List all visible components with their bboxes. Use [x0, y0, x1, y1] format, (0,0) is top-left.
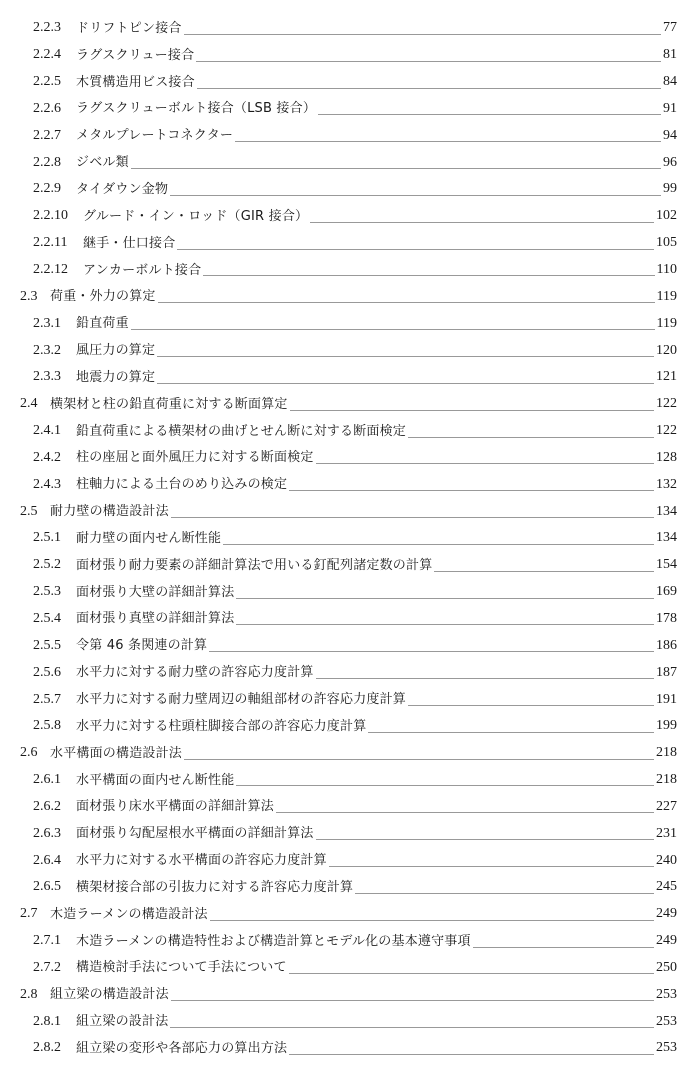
toc-entry-number: 2.3.3: [33, 369, 61, 385]
toc-subsection-row[interactable]: [0, 230, 693, 257]
dot-leader: [197, 88, 661, 89]
toc-subsection-row[interactable]: [0, 471, 693, 498]
toc-subsection-row[interactable]: [0, 96, 693, 123]
toc-entry-title: ラグスクリュー接合: [76, 47, 195, 63]
dot-leader: [368, 732, 654, 733]
toc-entry-page: 169: [656, 584, 677, 600]
toc-entry-page: 191: [656, 691, 677, 707]
toc-subsection-row[interactable]: [0, 847, 693, 874]
toc-entry-page: 249: [656, 933, 677, 949]
toc-entry-title: 地震力の算定: [76, 369, 156, 385]
toc-entry-title: 風圧力の算定: [76, 343, 156, 359]
toc-section-row[interactable]: [0, 981, 693, 1008]
toc-subsection-row[interactable]: [0, 203, 693, 230]
dot-leader: [170, 1027, 654, 1028]
toc-entry-title: 横架材接合部の引抜力に対する許容応力度計算: [76, 879, 354, 895]
toc-subsection-row[interactable]: [0, 874, 693, 901]
toc-entry-page: 250: [656, 959, 677, 975]
dot-leader: [236, 624, 654, 625]
toc-entry-number: 2.5.4: [33, 610, 61, 626]
toc-entry-page: 105: [656, 235, 677, 251]
toc-entry-page: 218: [656, 772, 677, 788]
toc-entry-title: 水平力に対する耐力壁の許容応力度計算: [76, 665, 314, 681]
toc-entry-number: 2.6.5: [33, 879, 61, 895]
toc-entry-number: 2.5.6: [33, 664, 61, 680]
toc-entry-number: 2.6: [20, 745, 38, 761]
toc-entry-number: 2.3.2: [33, 342, 61, 358]
toc-entry-page: 81: [663, 47, 677, 63]
toc-subsection-row[interactable]: [0, 928, 693, 955]
toc-subsection-row[interactable]: [0, 1008, 693, 1035]
toc-subsection-row[interactable]: [0, 15, 693, 42]
dot-leader: [158, 302, 655, 303]
dot-leader: [316, 839, 654, 840]
toc-entry-page: 132: [656, 476, 677, 492]
dot-leader: [131, 168, 661, 169]
toc-entry-number: 2.7: [20, 906, 38, 922]
toc-entry-page: 253: [656, 1013, 677, 1029]
toc-subsection-row[interactable]: [0, 42, 693, 69]
toc-entry-number: 2.6.4: [33, 852, 61, 868]
toc-subsection-row[interactable]: [0, 793, 693, 820]
toc-entry-page: 119: [656, 315, 677, 331]
dot-leader: [171, 517, 654, 518]
toc-subsection-row[interactable]: [0, 310, 693, 337]
toc-entry-title: 組立梁の構造設計法: [50, 987, 169, 1003]
dot-leader: [184, 759, 654, 760]
dot-leader: [131, 329, 655, 330]
dot-leader: [196, 61, 661, 62]
dot-leader: [408, 705, 654, 706]
toc-subsection-row[interactable]: [0, 445, 693, 472]
toc-entry-page: 134: [656, 530, 677, 546]
toc-entry-page: 178: [656, 610, 677, 626]
toc-entry-page: 187: [656, 664, 677, 680]
dot-leader: [310, 222, 654, 223]
toc-entry-number: 2.3: [20, 288, 38, 304]
toc-entry-page: 91: [663, 100, 677, 116]
toc-entry-number: 2.5.3: [33, 584, 61, 600]
toc-entry-title: ラグスクリューボルト接合（LSB 接合）: [76, 101, 317, 117]
toc-section-row[interactable]: [0, 283, 693, 310]
toc-entry-title: 令第 46 条関連の計算: [76, 638, 208, 654]
toc-entry-title: 鉛直荷重による横架材の曲げとせん断に対する断面検定: [76, 423, 407, 439]
toc-entry-number: 2.5.1: [33, 530, 61, 546]
toc-subsection-row[interactable]: [0, 606, 693, 633]
toc-entry-number: 2.5: [20, 503, 38, 519]
toc-entry-title: 継手・仕口接合: [83, 235, 176, 251]
dot-leader: [329, 866, 654, 867]
dot-leader: [289, 490, 654, 491]
toc-entry-page: 102: [656, 208, 677, 224]
toc-entry-number: 2.2.11: [33, 235, 68, 251]
toc-entry-title: 構造検討手法について手法について: [76, 960, 287, 976]
toc-entry-page: 77: [663, 20, 677, 36]
toc-entry-page: 119: [656, 288, 677, 304]
toc-entry-title: 柱の座屈と面外風圧力に対する断面検定: [76, 450, 314, 466]
dot-leader: [223, 544, 654, 545]
toc-entry-page: 84: [663, 74, 677, 90]
toc-section-row[interactable]: [0, 391, 693, 418]
toc-subsection-row[interactable]: [0, 337, 693, 364]
toc-entry-number: 2.7.2: [33, 959, 61, 975]
toc-entry-title: 水平構面の構造設計法: [50, 745, 183, 761]
toc-entry-title: ジベル類: [76, 155, 129, 171]
toc-subsection-row[interactable]: [0, 525, 693, 552]
toc-entry-title: 組立梁の変形や各部応力の算出方法: [76, 1040, 288, 1056]
toc-entry-number: 2.8: [20, 986, 38, 1002]
dot-leader: [157, 356, 654, 357]
toc-entry-title: 耐力壁の構造設計法: [50, 504, 169, 520]
toc-entry-number: 2.5.5: [33, 637, 61, 653]
toc-entry-title: 木質構造用ビス接合: [76, 74, 195, 90]
toc-entry-title: 荷重・外力の算定: [50, 289, 156, 305]
toc-subsection-row[interactable]: [0, 632, 693, 659]
toc-entry-page: 94: [663, 127, 677, 143]
dot-leader: [355, 893, 654, 894]
dot-leader: [236, 785, 654, 786]
toc-entry-number: 2.2.4: [33, 47, 61, 63]
toc-entry-number: 2.3.1: [33, 315, 61, 331]
toc-entry-page: 122: [656, 423, 677, 439]
toc-entry-page: 186: [656, 637, 677, 653]
dot-leader: [236, 598, 654, 599]
toc-entry-page: 199: [656, 718, 677, 734]
dot-leader: [157, 383, 654, 384]
toc-entry-page: 253: [656, 1040, 677, 1056]
toc-entry-page: 110: [656, 262, 677, 278]
toc-entry-number: 2.8.1: [33, 1013, 61, 1029]
dot-leader: [473, 947, 654, 948]
toc-subsection-row[interactable]: [0, 820, 693, 847]
toc-entry-number: 2.6.2: [33, 798, 61, 814]
toc-entry-title: タイダウン金物: [76, 181, 169, 197]
toc-entry-page: 96: [663, 154, 677, 170]
dot-leader: [170, 195, 661, 196]
toc-entry-title: 面材張り勾配屋根水平構面の詳細計算法: [76, 826, 314, 842]
dot-leader: [203, 275, 654, 276]
toc-entry-number: 2.5.7: [33, 691, 61, 707]
toc-entry-title: 面材張り床水平構面の詳細計算法: [76, 799, 275, 815]
toc-entry-page: 245: [656, 879, 677, 895]
dot-leader: [434, 571, 654, 572]
toc-entry-page: 218: [656, 745, 677, 761]
toc-entry-number: 2.5.2: [33, 557, 61, 573]
toc-entry-page: 122: [656, 396, 677, 412]
dot-leader: [210, 920, 654, 921]
toc-subsection-row[interactable]: [0, 364, 693, 391]
toc-entry-title: 水平力に対する耐力壁周辺の軸組部材の許容応力度計算: [76, 692, 407, 708]
dot-leader: [290, 410, 654, 411]
table-of-contents: [0, 15, 693, 1062]
toc-section-row[interactable]: [0, 901, 693, 928]
toc-entry-title: グルード・イン・ロッド（GIR 接合）: [83, 208, 309, 224]
toc-entry-page: 128: [656, 449, 677, 465]
toc-entry-title: 柱軸力による土台のめり込みの検定: [76, 477, 288, 493]
toc-entry-title: 木造ラーメンの構造設計法: [50, 906, 208, 922]
toc-entry-title: メタルプレートコネクター: [76, 128, 234, 144]
toc-subsection-row[interactable]: [0, 659, 693, 686]
toc-entry-title: 組立梁の設計法: [76, 1014, 169, 1030]
toc-subsection-row[interactable]: [0, 122, 693, 149]
toc-entry-title: 面材張り耐力要素の詳細計算法で用いる釘配列諸定数の計算: [76, 557, 433, 573]
toc-entry-title: 水平構面の面内せん断性能: [76, 772, 235, 788]
toc-entry-title: 面材張り真壁の詳細計算法: [76, 611, 235, 627]
dot-leader: [289, 1054, 654, 1055]
toc-entry-number: 2.5.8: [33, 718, 61, 734]
toc-entry-number: 2.6.3: [33, 825, 61, 841]
toc-entry-number: 2.4: [20, 396, 38, 412]
dot-leader: [235, 141, 661, 142]
toc-entry-number: 2.4.2: [33, 449, 61, 465]
dot-leader: [408, 437, 654, 438]
dot-leader: [316, 463, 654, 464]
toc-entry-number: 2.2.12: [33, 262, 68, 278]
toc-entry-title: 耐力壁の面内せん断性能: [76, 530, 222, 546]
dot-leader: [171, 1000, 654, 1001]
toc-subsection-row[interactable]: [0, 713, 693, 740]
toc-entry-page: 240: [656, 852, 677, 868]
toc-entry-number: 2.6.1: [33, 772, 61, 788]
dot-leader: [184, 34, 661, 35]
toc-entry-number: 2.2.7: [33, 127, 61, 143]
toc-entry-number: 2.2.9: [33, 181, 61, 197]
toc-entry-title: アンカーボルト接合: [83, 262, 202, 278]
toc-subsection-row[interactable]: [0, 579, 693, 606]
toc-entry-title: 面材張り大壁の詳細計算法: [76, 584, 235, 600]
toc-entry-number: 2.2.5: [33, 74, 61, 90]
toc-entry-number: 2.2.8: [33, 154, 61, 170]
toc-section-row[interactable]: [0, 740, 693, 767]
toc-entry-page: 121: [656, 369, 677, 385]
toc-subsection-row[interactable]: [0, 257, 693, 284]
toc-entry-number: 2.7.1: [33, 933, 61, 949]
toc-entry-number: 2.2.3: [33, 20, 61, 36]
dot-leader: [177, 249, 654, 250]
toc-entry-title: 横架材と柱の鉛直荷重に対する断面算定: [50, 396, 288, 412]
dot-leader: [318, 114, 661, 115]
toc-entry-page: 120: [656, 342, 677, 358]
toc-subsection-row[interactable]: [0, 767, 693, 794]
toc-subsection-row[interactable]: [0, 1035, 693, 1062]
toc-entry-title: ドリフトピン接合: [76, 20, 182, 36]
toc-subsection-row[interactable]: [0, 418, 693, 445]
toc-entry-number: 2.4.1: [33, 423, 61, 439]
toc-entry-title: 水平力に対する柱頭柱脚接合部の許容応力度計算: [76, 718, 367, 734]
toc-subsection-row[interactable]: [0, 552, 693, 579]
toc-subsection-row[interactable]: [0, 69, 693, 96]
toc-entry-page: 249: [656, 906, 677, 922]
toc-entry-title: 水平力に対する水平構面の許容応力度計算: [76, 853, 327, 869]
dot-leader: [209, 651, 654, 652]
toc-entry-number: 2.4.3: [33, 476, 61, 492]
dot-leader: [289, 973, 654, 974]
toc-entry-page: 134: [656, 503, 677, 519]
toc-entry-title: 木造ラーメンの構造特性および構造計算とモデル化の基本遵守事項: [76, 933, 471, 949]
toc-entry-page: 227: [656, 798, 677, 814]
toc-subsection-row[interactable]: [0, 176, 693, 203]
toc-entry-number: 2.8.2: [33, 1040, 61, 1056]
toc-entry-title: 鉛直荷重: [76, 316, 129, 332]
toc-section-row[interactable]: [0, 498, 693, 525]
toc-subsection-row[interactable]: [0, 686, 693, 713]
toc-entry-number: 2.2.6: [33, 100, 61, 116]
dot-leader: [316, 678, 654, 679]
toc-entry-page: 253: [656, 986, 677, 1002]
toc-subsection-row[interactable]: [0, 149, 693, 176]
toc-subsection-row[interactable]: [0, 955, 693, 982]
dot-leader: [276, 812, 654, 813]
toc-entry-page: 99: [663, 181, 677, 197]
toc-entry-page: 231: [656, 825, 677, 841]
toc-entry-page: 154: [656, 557, 677, 573]
toc-entry-number: 2.2.10: [33, 208, 68, 224]
